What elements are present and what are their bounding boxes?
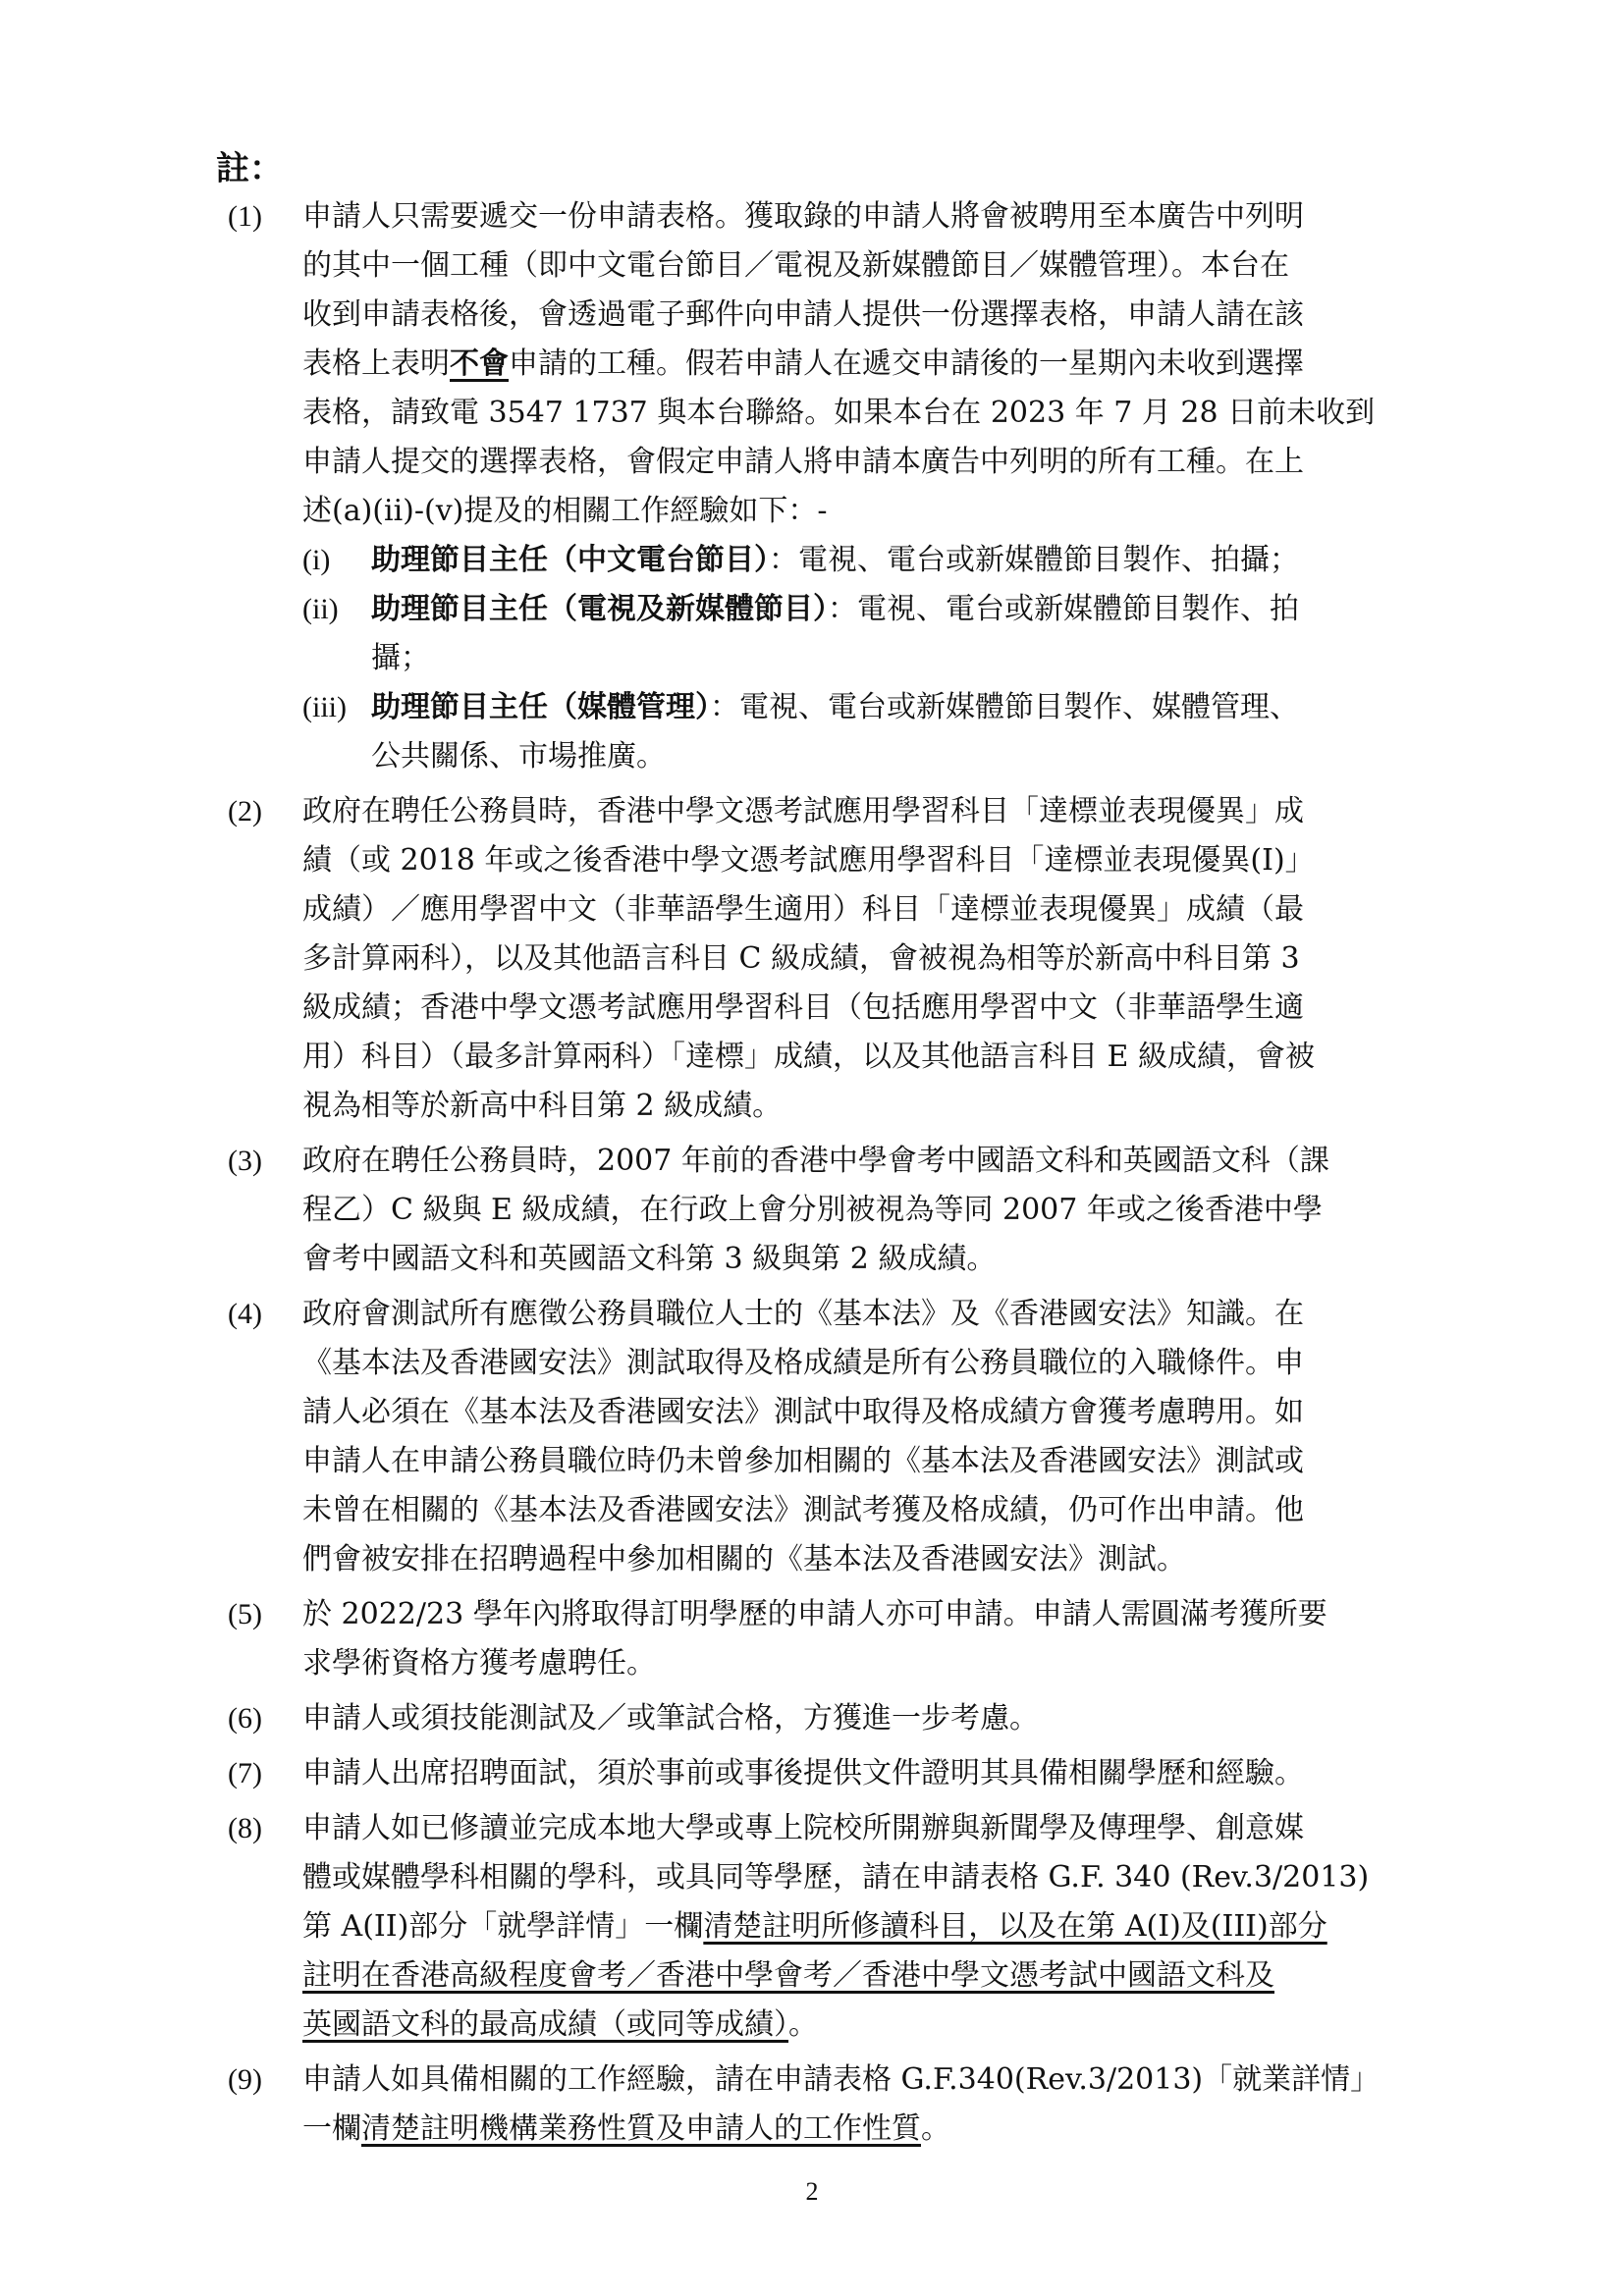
text-line: 會考中國語文科和英國語文科第 3 級與第 2 級成績。 [302,1242,997,1276]
text-line: 績（或 2018 年或之後香港中學文憑考試應用學習科目「達標並表現優異(I)」 [302,843,1315,878]
text-line: 於 2022/23 學年內將取得訂明學歷的申請人亦可申請。申請人需圓滿考獲所要 [302,1597,1327,1631]
note-3 [228,1137,1435,1284]
text-line [302,340,1435,389]
position-title: 助理節目主任（中文電台節目） [371,543,769,577]
text-line: 述(a)(ii)-(v)提及的相關工作經驗如下：- [302,494,828,528]
note-6 [228,1694,1435,1743]
text-line: 未曾在相關的《基本法及香港國安法》測試考獲及格成績，仍可作出申請。他 [302,1493,1304,1527]
text-line: 申請人出席招聘面試，須於事前或事後提供文件證明其具備相關學歷和經驗。 [302,1756,1304,1790]
text-segment: ：電視、電台或新媒體節目製作、媒體管理、 [710,690,1299,724]
text-line: 收到申請表格後，會透過電子郵件向申請人提供一份選擇表格，申請人請在該 [302,297,1304,332]
text-line: 公共關係、市場推廣。 [371,739,666,774]
emphasis-not: 不會 [450,347,509,381]
text-line: 的其中一個工種（即中文電台節目／電視及新媒體節目／媒體管理）。本台在 [302,248,1289,283]
position-title: 助理節目主任（電視及新媒體節目） [371,592,828,626]
text-line: 申請人提交的選擇表格，會假定申請人將申請本廣告中列明的所有工種。在上 [302,445,1304,479]
note-number: (1) [228,200,262,233]
note-4 [228,1290,1435,1584]
note-number: (4) [228,1298,262,1330]
sub-number: (iii) [302,691,347,723]
note-9 [228,2056,1435,2154]
sub-item-iii [302,683,1435,781]
notes-heading: 註： [216,149,283,188]
text-line: 們會被安排在招聘過程中參加相關的《基本法及香港國安法》測試。 [302,1542,1186,1576]
text-line: 政府在聘任公務員時，2007 年前的香港中學會考中國語文科和英國語文科（課 [302,1144,1329,1178]
note-number: (6) [228,1702,262,1735]
notes-list [228,192,1435,2160]
position-title: 助理節目主任（媒體管理） [371,690,710,724]
note-number: (9) [228,2063,262,2096]
text-line: 政府會測試所有應徵公務員職位人士的《基本法》及《香港國安法》知識。在 [302,1297,1304,1331]
underlined-text: 清楚註明所修讀科目，以及在第 A(I)及(III)部分 [703,1909,1327,1944]
page-number: 2 [805,2177,819,2206]
text-line: 視為相等於新高中科目第 2 級成績。 [302,1089,783,1123]
underlined-text: 清楚註明機構業務性質及申請人的工作性質 [361,2111,921,2146]
text-segment: 。 [921,2111,950,2146]
text-line [371,683,1435,732]
text-line: 多計算兩科），以及其他語言科目 C 級成績，會被視為相等於新高中科目第 3 [302,941,1300,976]
text-line [371,536,1435,585]
text-line: 申請人如已修讀並完成本地大學或專上院校所開辦與新聞學及傳理學、創意媒 [302,1811,1304,1845]
text-segment: ：電視、電台或新媒體節目製作、拍 [828,592,1299,626]
text-line: 體或媒體學科相關的學科，或具同等學歷，請在申請表格 G.F. 340 (Rev.3/2013) [302,1860,1370,1895]
note-2 [228,787,1435,1131]
text-line [302,1951,1435,2001]
note-number: (5) [228,1598,262,1630]
text-line [371,585,1435,634]
text-line: 政府在聘任公務員時，香港中學文憑考試應用學習科目「達標並表現優異」成 [302,794,1304,828]
text-line [302,2001,1435,2050]
text-line: 攝； [371,641,430,675]
underlined-text: 註明在香港高級程度會考／香港中學會考／香港中學文憑考試中國語文科及 [302,1958,1274,1993]
note-number: (2) [228,795,262,828]
note-1 [228,192,1435,781]
text-line: 表格，請致電 3547 1737 與本台聯絡。如果本台在 2023 年 7 月 28 日前未收到 [302,396,1376,430]
text-line: 程乙）C 級與 E 級成績，在行政上會分別被視為等同 2007 年或之後香港中學 [302,1193,1323,1227]
note-5 [228,1590,1435,1688]
text-segment: ：電視、電台或新媒體節目製作、拍攝； [769,543,1299,577]
text-line: 申請人或須技能測試及／或筆試合格，方獲進一步考慮。 [302,1701,1039,1735]
note-number: (3) [228,1145,262,1177]
text-segment: 第 A(II)部分「就學詳情」一欄 [302,1909,704,1944]
text-segment: 。 [788,2007,818,2042]
note-number: (8) [228,1812,262,1844]
sub-number: (i) [302,544,331,576]
text-line [302,2105,1435,2154]
note-7 [228,1749,1435,1798]
note-number: (7) [228,1757,262,1789]
note-8 [228,1804,1435,2050]
text-line: 申請人在申請公務員職位時仍未曾參加相關的《基本法及香港國安法》測試或 [302,1444,1304,1478]
text-line: 《基本法及香港國安法》測試取得及格成績是所有公務員職位的入職條件。申 [302,1346,1304,1380]
text-line: 級成績；香港中學文憑考試應用學習科目（包括應用學習中文（非華語學生適 [302,990,1304,1025]
sub-item-i [302,536,1435,585]
text-line: 申請人如具備相關的工作經驗，請在申請表格 G.F.340(Rev.3/2013)「就業詳情」 [302,2062,1380,2097]
text-line: 請人必須在《基本法及香港國安法》測試中取得及格成績方會獲考慮聘用。如 [302,1395,1304,1429]
text-line: 申請人只需要遞交一份申請表格。獲取錄的申請人將會被聘用至本廣告中列明 [302,199,1304,234]
text-line: 成績）／應用學習中文（非華語學生適用）科目「達標並表現優異」成績（最 [302,892,1304,927]
text-segment: 表格上表明 [302,347,450,381]
underlined-text: 英國語文科的最高成績（或同等成績） [302,2007,788,2042]
text-segment: 一欄 [302,2111,361,2146]
sub-number: (ii) [302,593,339,625]
text-line [302,1902,1435,1951]
sub-item-ii [302,585,1435,683]
text-line: 求學術資格方獲考慮聘任。 [302,1646,656,1681]
text-line: 用）科目）（最多計算兩科）「達標」成績，以及其他語言科目 E 級成績，會被 [302,1040,1315,1074]
text-segment: 申請的工種。假若申請人在遞交申請後的一星期內未收到選擇 [509,347,1304,381]
